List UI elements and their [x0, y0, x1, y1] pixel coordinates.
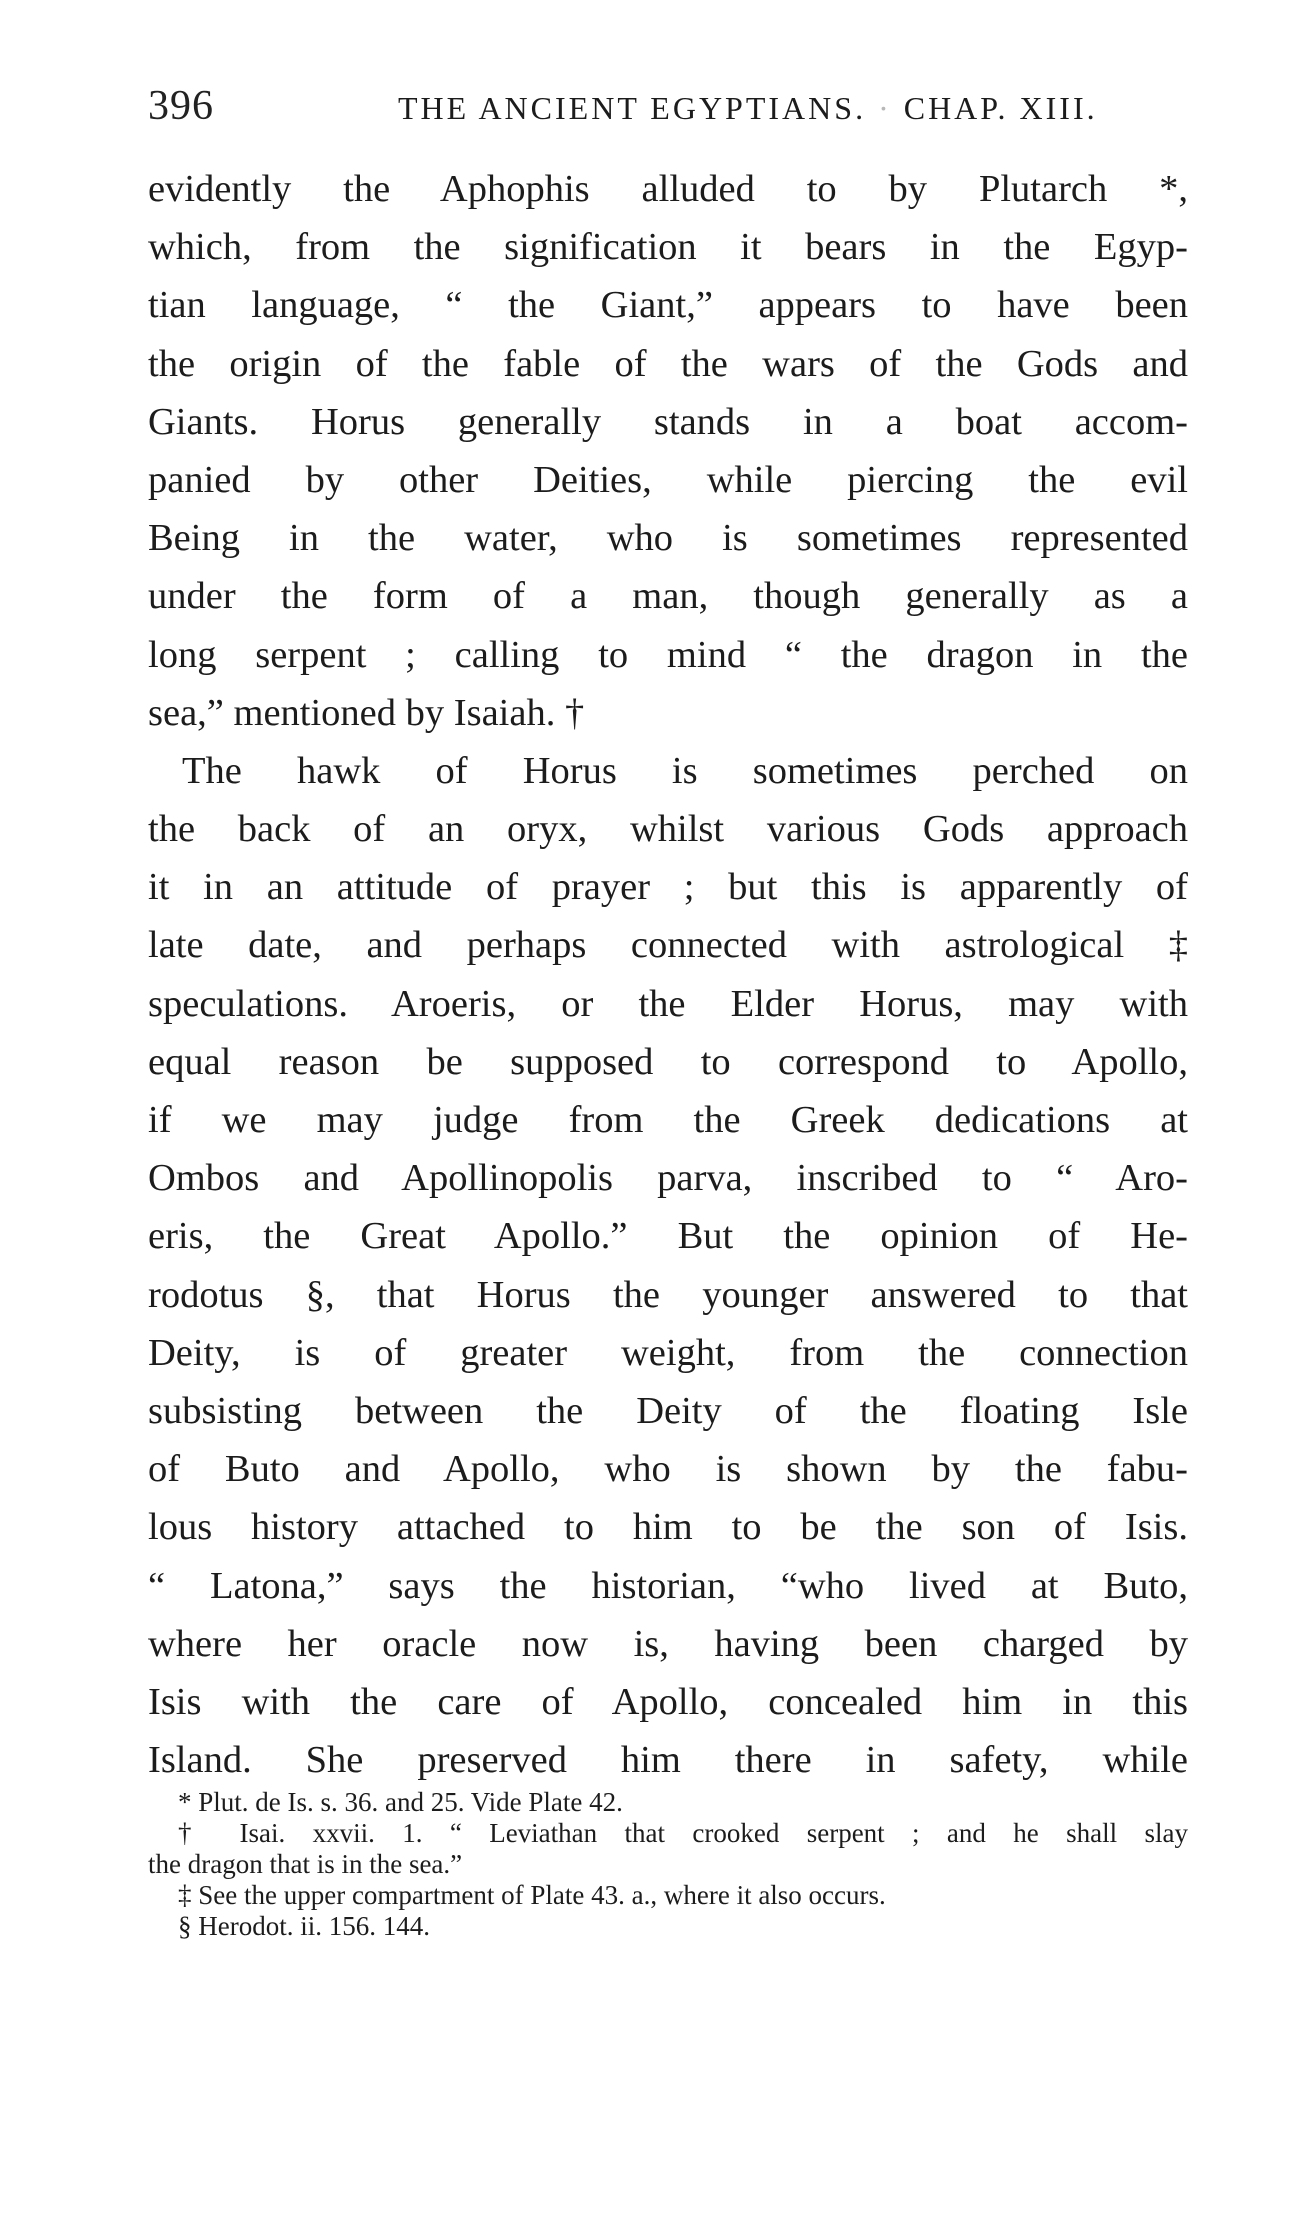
- title-separator: ·: [878, 90, 892, 126]
- text-line: it in an attitude of prayer ; but this is apparently of: [148, 866, 1188, 909]
- text-line: Island. She preserved him there in safety, while: [148, 1739, 1188, 1782]
- text-line: Ombos and Apollinopolis parva, inscribed to “ Aro-: [148, 1157, 1188, 1200]
- text-line: sea,” mentioned by Isaiah. †: [148, 691, 585, 734]
- text-line: which, from the signification it bears in the Egyp-: [148, 226, 1188, 269]
- running-title: [398, 82, 1098, 134]
- text-line: eris, the Great Apollo.” But the opinion of He-: [148, 1215, 1188, 1258]
- text-line: the back of an oryx, whilst various Gods approach: [148, 808, 1188, 851]
- text-line: panied by other Deities, while piercing the evil: [148, 458, 1188, 501]
- text-line: equal reason be supposed to correspond to Apollo,: [148, 1040, 1188, 1083]
- page-header: [148, 76, 1188, 136]
- text-line: “ Latona,” says the historian, “who lived at Buto,: [148, 1564, 1188, 1607]
- text-line: Giants. Horus generally stands in a boat accom-: [148, 400, 1188, 443]
- text-line: where her oracle now is, having been charged by: [148, 1622, 1188, 1665]
- footnotes: [148, 1787, 1188, 1942]
- text-line: Being in the water, who is sometimes represented: [148, 517, 1188, 560]
- running-title-chapter: CHAP. XIII.: [903, 90, 1098, 126]
- body-text: [148, 160, 1188, 1789]
- page-number: 396: [148, 83, 214, 129]
- text-line: subsisting between the Deity of the floating Isle: [148, 1389, 1188, 1432]
- footnote-isaiah: † Isai. xxvii. 1. “ Leviathan that crooked serpent ; and he shall slay: [178, 1818, 1188, 1848]
- text-line: of Buto and Apollo, who is shown by the fabu-: [148, 1448, 1188, 1491]
- text-line: Isis with the care of Apollo, concealed him in this: [148, 1680, 1188, 1723]
- text-line: rodotus §, that Horus the younger answered to that: [148, 1273, 1188, 1316]
- footnote-plate-43: ‡ See the upper compartment of Plate 43. a., where it also occurs.: [178, 1880, 886, 1910]
- text-line: The hawk of Horus is sometimes perched on: [182, 749, 1188, 792]
- text-line: late date, and perhaps connected with astrological ‡: [148, 924, 1188, 967]
- footnote-isaiah-continued: the dragon that is in the sea.”: [148, 1849, 463, 1879]
- running-title-book: THE ANCIENT EGYPTIANS.: [398, 90, 867, 126]
- footnote-plutarch: * Plut. de Is. s. 36. and 25. Vide Plate 42.: [178, 1787, 623, 1817]
- footnote-herodotus: § Herodot. ii. 156. 144.: [178, 1911, 430, 1941]
- text-line: tian language, “ the Giant,” appears to have been: [148, 284, 1188, 327]
- text-line: speculations. Aroeris, or the Elder Horus, may with: [148, 982, 1188, 1025]
- text-line: if we may judge from the Greek dedications at: [148, 1099, 1188, 1141]
- text-line: long serpent ; calling to mind “ the dragon in the: [148, 633, 1188, 676]
- text-line: under the form of a man, though generally as a: [148, 575, 1188, 618]
- text-line: lous history attached to him to be the son of Isis.: [148, 1506, 1188, 1549]
- text-line: Deity, is of greater weight, from the connection: [148, 1331, 1188, 1374]
- text-line: evidently the Aphophis alluded to by Plutarch *,: [148, 168, 1188, 210]
- text-line: the origin of the fable of the wars of the Gods and: [148, 342, 1188, 385]
